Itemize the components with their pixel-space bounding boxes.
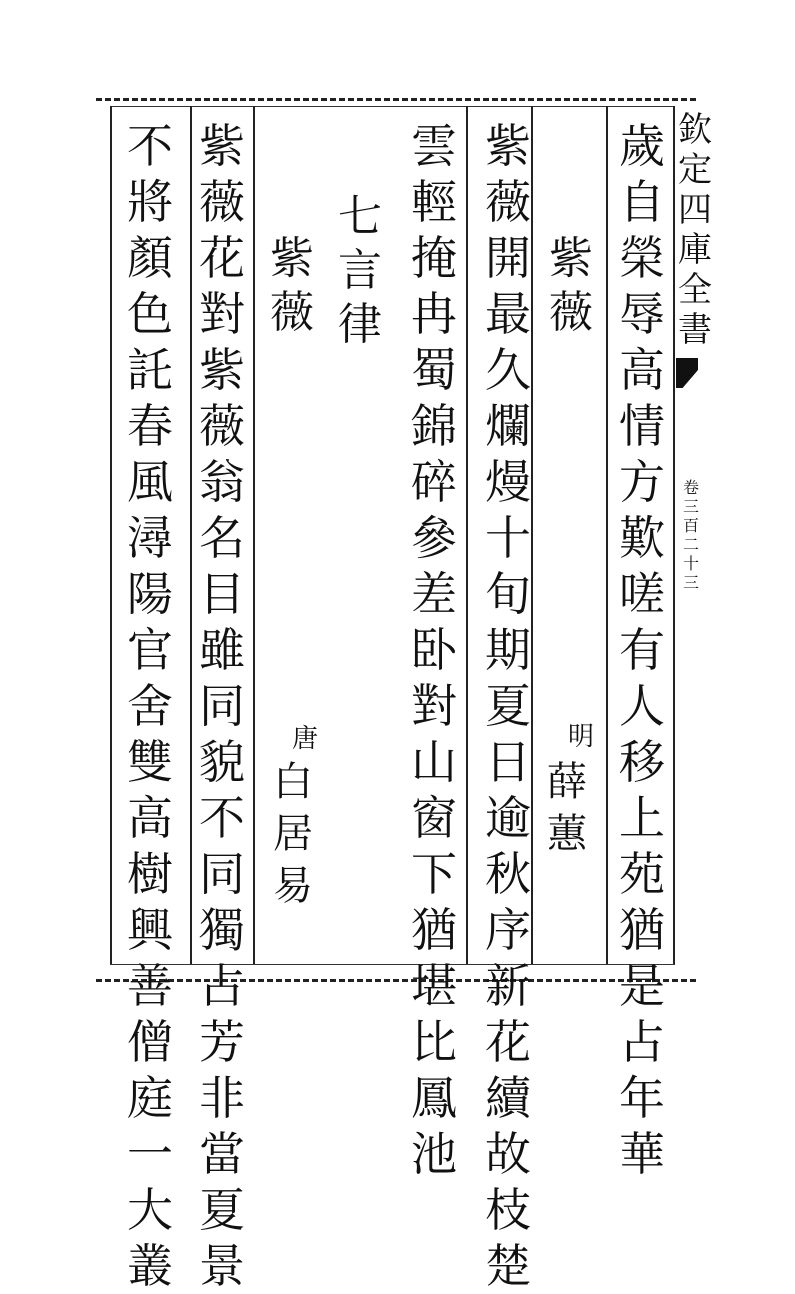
era-label-ming: 明: [568, 722, 595, 752]
author-bai-juyi: 白居易: [273, 759, 313, 909]
text-column-4: 雲輕掩冉蜀錦碎參差卧對山窗下猶堪比鳳池: [411, 119, 457, 1181]
column-divider: [606, 106, 608, 964]
margin-book-title: 欽定四庫全書: [678, 110, 712, 350]
poem-title-ziwei-2: 紫薇: [270, 233, 314, 338]
fish-tail-mark: [676, 358, 698, 388]
section-heading-qiyanlu: 七言律: [338, 191, 382, 350]
author-xue-hui: 薛蕙: [547, 759, 587, 857]
text-column-7: 紫薇花對紫薇翁名目雖同貌不同獨占芳非當夏景: [199, 119, 245, 1293]
text-column-1: 歲自榮辱高情方歎嗟有人移上苑猶是占年華: [619, 119, 665, 1181]
poem-title-ziwei-1: 紫薇: [549, 233, 593, 338]
top-dashed-rule: [96, 98, 696, 101]
column-divider: [466, 106, 468, 964]
bottom-dashed-rule: [96, 979, 696, 982]
margin-juan-number: 卷三百二十三: [682, 478, 699, 592]
column-divider: [253, 106, 255, 964]
era-label-tang: 唐: [292, 724, 319, 754]
text-column-8: 不將顏色託春風潯陽官舍雙高樹興善僧庭一大叢: [127, 119, 173, 1293]
text-column-3: 紫薇開最久爛熳十旬期夏日逾秋序新花續故枝楚: [485, 119, 531, 1293]
